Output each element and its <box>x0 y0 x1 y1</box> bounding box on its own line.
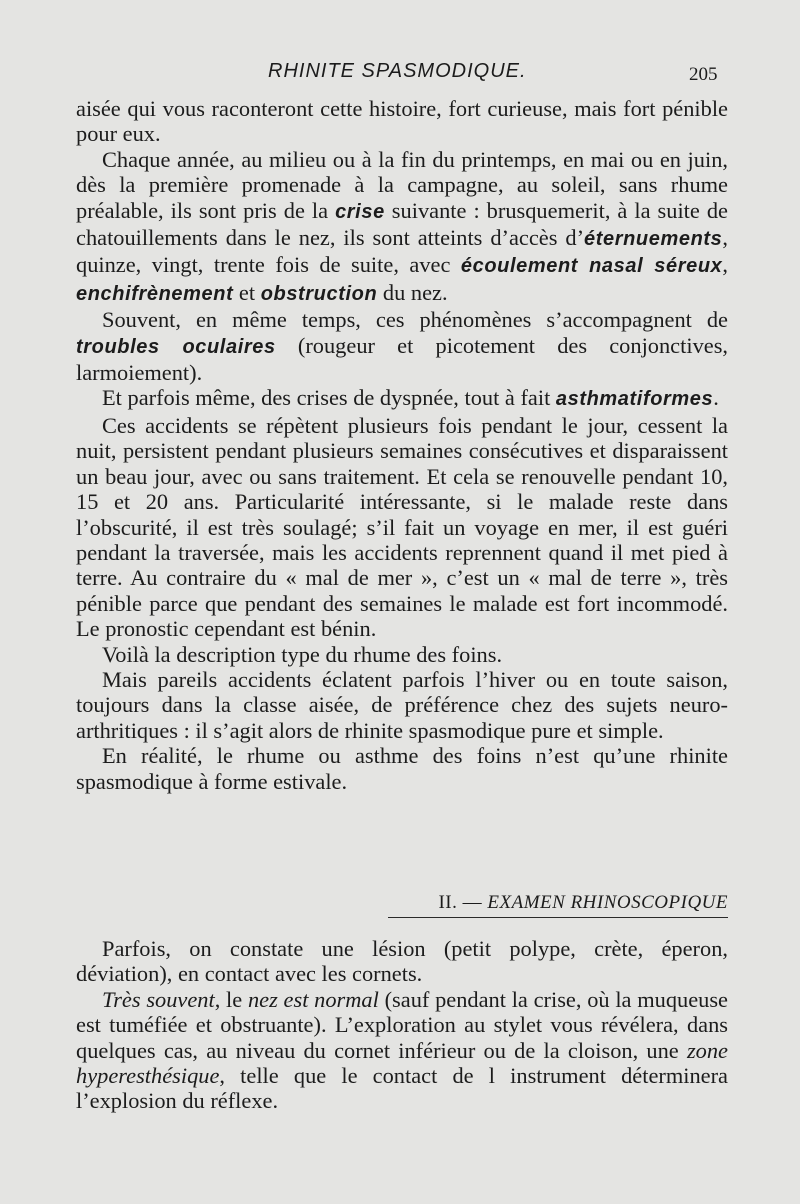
text-run: (rougeur et picotement des conjonctives, larmoiement). <box>76 332 729 386</box>
emphasized-text: éternuements <box>584 228 723 251</box>
paragraph <box>76 667 728 743</box>
text-run: du nez. <box>377 279 448 305</box>
emphasized-text: obstruction <box>260 282 378 305</box>
text-run: suivante : brusquemerit, à la suite de chatouillements dans le nez, ils sont atteints d’accès d’ <box>76 197 728 251</box>
paragraph <box>76 385 728 412</box>
paragraph <box>76 936 728 987</box>
text-run: Chaque année, au milieu ou à la fin du printemps, en mai ou en juin, dès la première promenade à la campagne, au soleil, sans rhume préalable, ils sont pris de la <box>76 146 728 223</box>
emphasized-text: nez est normal <box>247 986 379 1012</box>
text-run: Ces accidents se répètent plusieurs fois pendant le jour, cessent la nuit, persistent pendant plusieurs semaines consécutives et disparaissent un beau jour, avec ou sans traitement. Et cela se renouvelle pendant 10, 15 et 20 ans. Particularité intéressante, si le malade reste dans l’obscurité, il est très soulagé; s’il fait un voyage en mer, il est guéri pendant la traversée, mais les accidents reprennent quand il met pied à terre. Au contraire du « mal de mer », c’est un « mal de terre », très pénible parce que pendant des semaines le malade est fort incommodé. Le pronostic cependant est bénin. <box>76 412 728 642</box>
section-rule <box>388 917 728 918</box>
emphasized-text: écoulement nasal séreux <box>460 255 723 278</box>
emphasized-text: zone hyperesthésique <box>76 1037 728 1089</box>
emphasized-text: crise <box>335 200 385 223</box>
text-run: aisée qui vous raconteront cette histoire, fort curieuse, mais fort pénible pour eux. <box>76 96 728 147</box>
text-run: , le <box>214 986 248 1012</box>
emphasized-text: asthmatiformes <box>555 388 714 411</box>
text-run: Et parfois même, des crises de dyspnée, tout à fait <box>102 385 556 411</box>
text-run: et <box>233 279 261 305</box>
paragraph <box>76 96 728 147</box>
paragraph <box>76 147 728 307</box>
text-run: , quinze, vingt, trente fois de suite, avec <box>76 225 728 278</box>
text-run: Mais pareils accidents éclatent parfois l’hiver ou en toute saison, toujours dans la classe aisée, de préférence chez des sujets neuro-arthritiques : il s’agit alors de rhinite spasmodique pure et simple. <box>76 666 728 743</box>
page-number: 205 <box>689 64 718 85</box>
body-text-main <box>76 96 728 794</box>
section-heading <box>438 892 728 914</box>
paragraph <box>76 743 728 794</box>
page-header <box>0 60 800 90</box>
emphasized-text: enchifrènement <box>76 282 234 305</box>
emphasized-text: troubles oculaires <box>76 335 276 358</box>
section-title: EXAMEN RHINOSCOPIQUE <box>487 892 728 913</box>
text-run: (sauf pendant la crise, où la muqueuse est tuméfiée et obstruante). L’exploration au stylet vous révélera, dans quelques cas, au niveau du cornet inférieur ou de la cloison, une <box>76 986 728 1063</box>
paragraph <box>76 987 728 1114</box>
body-text-section <box>76 936 728 1114</box>
text-run: , <box>722 252 728 278</box>
text-run: , telle que le contact de l instrument déterminera l’explosion du réflexe. <box>76 1063 728 1114</box>
running-title: RHINITE SPASMODIQUE. <box>268 60 527 82</box>
text-run: Voilà la description type du rhume des foins. <box>102 641 503 667</box>
text-run: . <box>713 385 719 411</box>
paragraph <box>76 413 728 642</box>
text-run: Parfois, on constate une lésion (petit polype, crète, éperon, déviation), en contact avec les cornets. <box>76 936 728 987</box>
emphasized-text: Très souvent <box>102 986 215 1012</box>
paragraph <box>76 642 728 667</box>
text-run: Souvent, en même temps, ces phénomènes s’accompagnent de <box>102 307 728 333</box>
paragraph <box>76 307 728 385</box>
section-header <box>76 892 728 922</box>
text-run: En réalité, le rhume ou asthme des foins n’est qu’une rhinite spasmodique à forme estivale. <box>76 743 728 794</box>
section-number: II. — <box>438 892 483 913</box>
